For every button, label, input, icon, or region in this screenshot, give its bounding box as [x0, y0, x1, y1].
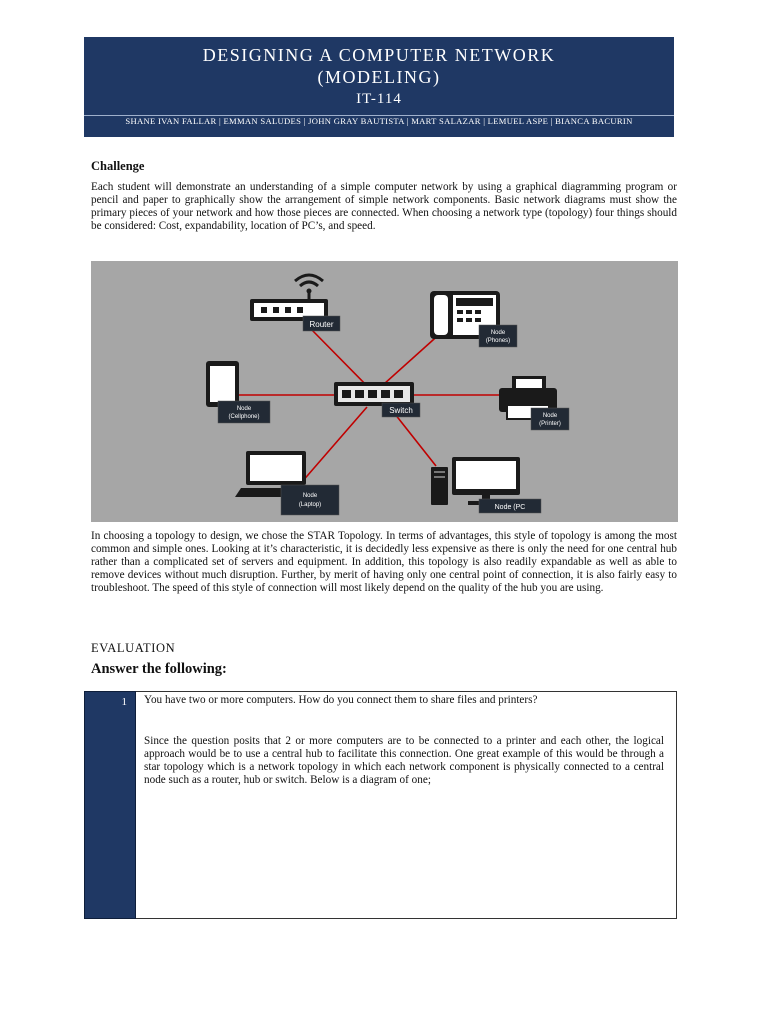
evaluation-heading: EVALUATION	[91, 641, 176, 655]
pc-label-text: Node (PC	[494, 504, 526, 511]
printer-label-line1: Node	[542, 413, 558, 419]
cellphone-icon	[206, 361, 239, 407]
question-text: You have two or more computers. How do you connect them to share files and printers?	[144, 694, 538, 706]
star-topology-diagram	[91, 261, 678, 522]
topology-paragraph: In choosing a topology to design, we chose the STAR Topology. In terms of advantages, this style of topology is among the most common and simple ones. Looking at it’s characteristic, it is decidedly less expensive as there is only the need for one central hub rather than a complicated set of servers and equipment. In addition, this topology is also readily expandable as well as able to remove devices without much disruption. Further, by merit of having only one central point of connection, it is also fairly easy to troubleshoot. The speed of this style of connection will most likely depend on the quality of the hub you are using.	[91, 530, 677, 594]
phones-label-line2: (Phones)	[485, 338, 511, 344]
router-label-text: Router	[309, 320, 334, 329]
phones-label	[479, 325, 517, 347]
challenge-paragraph: Each student will demonstrate an understanding of a simple computer network by using a graphical diagramming program or pencil and paper to graphically show the arrangement of simple network components. Basic network diagrams must show the primary pieces of your network and how those pieces are connected. When choosing a network type (topology) four things should be considered: Cost, expandability, location of PC’s, and speed.	[91, 181, 677, 232]
switch-label-text: Switch	[389, 406, 413, 415]
laptop-label	[281, 485, 339, 515]
title-line-2: (MODELING)	[317, 67, 441, 87]
cellphone-label-line2: (Cellphone)	[228, 414, 260, 420]
pc-label	[479, 499, 541, 513]
printer-label-line2: (Printer)	[539, 421, 561, 427]
title-line-1: DESIGNING A COMPUTER NETWORK	[202, 45, 556, 65]
cellphone-label-line1: Node	[236, 406, 252, 412]
authors-line: SHANE IVAN FALLAR | EMMAN SALUDES | JOHN GRAY BAUTISTA | MART SALAZAR | LEMUEL ASPE | BIANCA BACURIN	[125, 116, 633, 126]
challenge-heading: Challenge	[91, 159, 145, 173]
router-label	[303, 316, 340, 331]
course-code: IT-114	[356, 91, 402, 107]
document-header	[84, 37, 674, 137]
cellphone-label	[218, 401, 270, 423]
document-title	[84, 44, 674, 88]
question-number-cell	[84, 691, 136, 919]
answer-text: Since the question posits that 2 or more computers are to be connected to a printer and each other, the logical approach would be to use a central hub to facilitate this connection. One great example of this would be through a star topology which is a network topology in which each network component is physically connected to a central node such as a router, hub or switch. Below is a diagram of one;	[144, 735, 664, 786]
question-number: 1	[121, 696, 127, 708]
laptop-label-line1: Node	[302, 493, 318, 499]
question-content-cell	[136, 691, 677, 919]
laptop-label-line2: (Laptop)	[298, 502, 322, 508]
switch-icon	[334, 382, 414, 406]
answer-heading: Answer the following:	[91, 661, 227, 677]
printer-label	[531, 408, 569, 430]
phones-label-line1: Node	[490, 330, 506, 336]
switch-label	[382, 403, 420, 417]
